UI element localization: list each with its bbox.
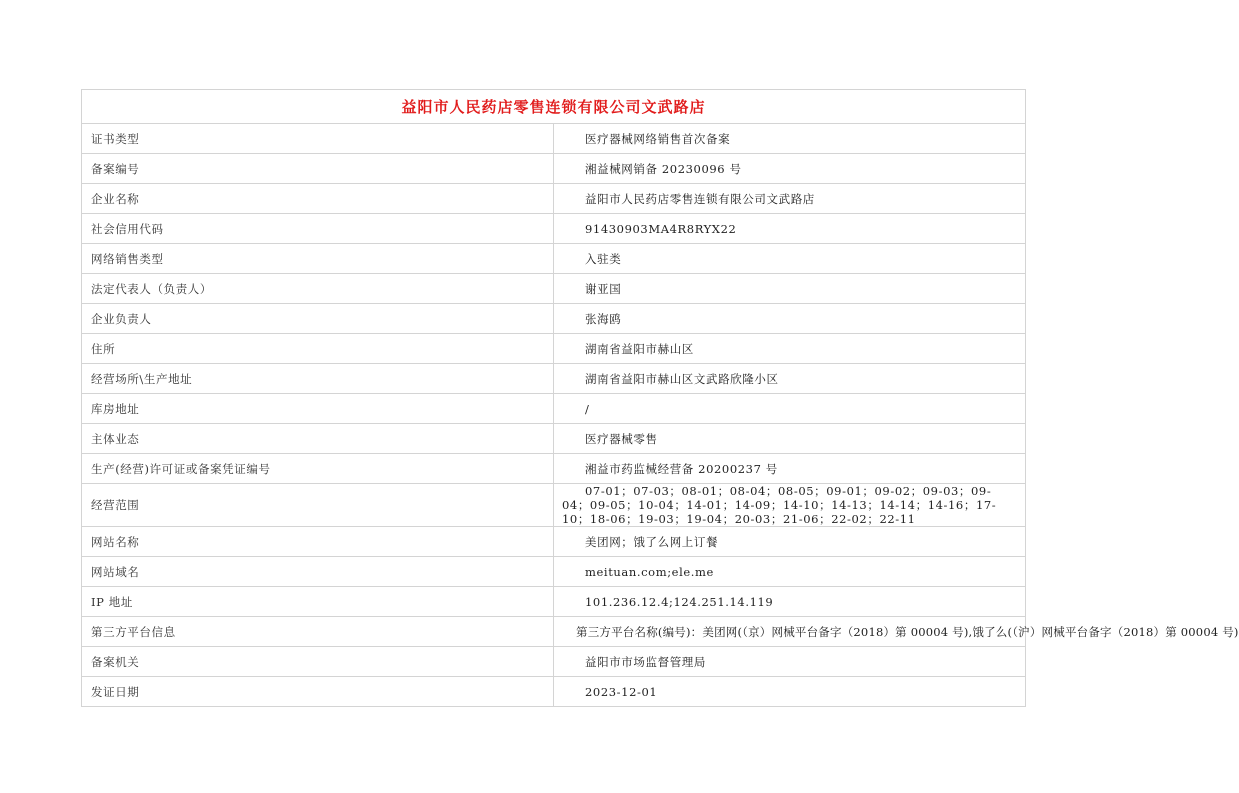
row-value-company-name: 益阳市人民药店零售连锁有限公司文武路店 xyxy=(554,184,1026,214)
row-label-license-number: 生产(经营)许可证或备案凭证编号 xyxy=(82,454,554,484)
row-value-license-number: 湘益市药监械经营备 20200237 号 xyxy=(554,454,1026,484)
table-row xyxy=(82,304,1026,334)
record-table xyxy=(81,89,1239,707)
row-label-certificate-type: 证书类型 xyxy=(82,124,554,154)
row-value-third-party-platform: 第三方平台名称(编号)：美团网(（京）网械平台备字（2018）第 00004 号),饿了么(（沪）网械平台备字（2018）第 00004 号) xyxy=(554,617,1026,647)
row-value-credit-code: 91430903MA4R8RYX22 xyxy=(554,214,1026,244)
row-label-ip-address: IP 地址 xyxy=(82,587,554,617)
table-row xyxy=(82,334,1026,364)
row-label-business-address: 经营场所\生产地址 xyxy=(82,364,554,394)
row-label-company-name: 企业名称 xyxy=(82,184,554,214)
row-value-filing-number: 湘益械网销备 20230096 号 xyxy=(554,154,1026,184)
table-row xyxy=(82,184,1026,214)
document-title: 益阳市人民药店零售连锁有限公司文武路店 xyxy=(82,90,1026,124)
row-label-filing-number: 备案编号 xyxy=(82,154,554,184)
row-label-legal-representative: 法定代表人（负责人） xyxy=(82,274,554,304)
row-label-third-party-platform: 第三方平台信息 xyxy=(82,617,554,647)
row-label-business-scope: 经营范围 xyxy=(82,484,554,527)
row-value-filing-authority: 益阳市市场监督管理局 xyxy=(554,647,1026,677)
table-row xyxy=(82,617,1026,647)
row-value-sales-type: 入驻类 xyxy=(554,244,1026,274)
row-value-residence: 湖南省益阳市赫山区 xyxy=(554,334,1026,364)
row-label-filing-authority: 备案机关 xyxy=(82,647,554,677)
table-row xyxy=(82,154,1026,184)
row-value-website-domain: meituan.com;ele.me xyxy=(554,557,1026,587)
row-value-company-principal: 张海鸥 xyxy=(554,304,1026,334)
row-label-residence: 住所 xyxy=(82,334,554,364)
table-row xyxy=(82,274,1026,304)
row-value-website-name: 美团网；饿了么网上订餐 xyxy=(554,527,1026,557)
row-value-business-form: 医疗器械零售 xyxy=(554,424,1026,454)
table-row xyxy=(82,557,1026,587)
row-value-business-address: 湖南省益阳市赫山区文武路欣隆小区 xyxy=(554,364,1026,394)
table-row xyxy=(82,454,1026,484)
row-label-company-principal: 企业负责人 xyxy=(82,304,554,334)
row-label-website-domain: 网站域名 xyxy=(82,557,554,587)
row-value-warehouse-address: / xyxy=(554,394,1026,424)
table-row xyxy=(82,244,1026,274)
row-label-warehouse-address: 库房地址 xyxy=(82,394,554,424)
row-label-credit-code: 社会信用代码 xyxy=(82,214,554,244)
table-row xyxy=(82,124,1026,154)
table-row xyxy=(82,484,1026,527)
row-label-issue-date: 发证日期 xyxy=(82,677,554,707)
row-label-business-form: 主体业态 xyxy=(82,424,554,454)
row-value-ip-address: 101.236.12.4;124.251.14.119 xyxy=(554,587,1026,617)
row-label-website-name: 网站名称 xyxy=(82,527,554,557)
row-value-legal-representative: 谢亚国 xyxy=(554,274,1026,304)
table-row xyxy=(82,677,1026,707)
table-row xyxy=(82,364,1026,394)
title-row xyxy=(82,90,1026,124)
table-row xyxy=(82,214,1026,244)
row-value-business-scope: 07-01；07-03；08-01；08-04；08-05；09-01；09-02；09-03；09-04；09-05；10-04；14-01；14-09；14-10；14-13；14-14；14-16；17-10；18-06；19-03；19-04；20-03；21-06；22-02；22-11 xyxy=(554,484,1026,527)
table-row xyxy=(82,587,1026,617)
table-row xyxy=(82,647,1026,677)
row-label-sales-type: 网络销售类型 xyxy=(82,244,554,274)
table-row xyxy=(82,424,1026,454)
table-row xyxy=(82,394,1026,424)
table-row xyxy=(82,527,1026,557)
row-value-issue-date: 2023-12-01 xyxy=(554,677,1026,707)
row-value-certificate-type: 医疗器械网络销售首次备案 xyxy=(554,124,1026,154)
